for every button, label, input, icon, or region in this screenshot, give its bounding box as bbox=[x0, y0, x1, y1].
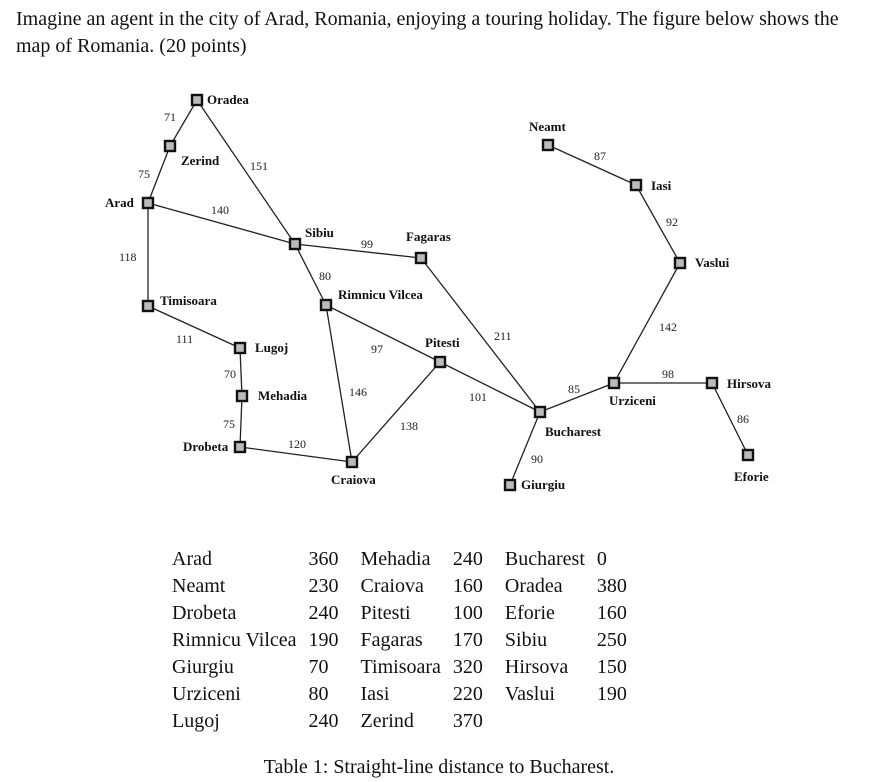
table-cell-city: Iasi bbox=[360, 683, 390, 705]
city-label-oradea: Oradea bbox=[207, 92, 249, 107]
city-node-oradea bbox=[192, 95, 202, 105]
distance-label: 111 bbox=[176, 332, 194, 346]
table-cell-distance: 360 bbox=[308, 548, 339, 570]
table-cell-city: Pitesti bbox=[360, 602, 411, 624]
city-label-arad: Arad bbox=[105, 195, 134, 210]
table-cell-city: Bucharest bbox=[504, 548, 585, 570]
table-cell-city: Sibiu bbox=[504, 629, 548, 651]
city-node-iasi bbox=[631, 180, 641, 190]
distance-label: 92 bbox=[666, 215, 678, 229]
table-cell-city: Neamt bbox=[172, 575, 226, 597]
city-label-iasi: Iasi bbox=[651, 178, 672, 193]
distance-label: 138 bbox=[400, 419, 418, 433]
city-node-lugoj bbox=[235, 343, 245, 353]
city-node-bucharest bbox=[535, 407, 545, 417]
table-cell-distance: 80 bbox=[308, 683, 329, 705]
table-cell-city: Rimnicu Vilcea bbox=[172, 629, 297, 651]
distance-label: 211 bbox=[494, 329, 512, 343]
table-cell-distance: 250 bbox=[596, 629, 627, 651]
distance-label: 75 bbox=[138, 167, 150, 181]
road-pitesti-bucharest bbox=[440, 362, 540, 412]
city-label-neamt: Neamt bbox=[529, 119, 566, 134]
road-craiova-pitesti bbox=[352, 362, 440, 462]
distance-label: 90 bbox=[531, 452, 543, 466]
distance-label: 99 bbox=[361, 237, 373, 251]
road-oradea-sibiu bbox=[197, 100, 295, 244]
city-label-pitesti: Pitesti bbox=[425, 335, 460, 350]
distance-label: 118 bbox=[119, 250, 137, 264]
table-row bbox=[166, 546, 643, 573]
road-rimnicu-craiova bbox=[326, 305, 352, 462]
city-label-zerind: Zerind bbox=[181, 153, 220, 168]
distance-label: 86 bbox=[737, 412, 749, 426]
road-zerind-arad bbox=[148, 146, 170, 203]
city-label-urziceni: Urziceni bbox=[609, 393, 656, 408]
table-cell-distance: 230 bbox=[308, 575, 339, 597]
city-node-sibiu bbox=[290, 239, 300, 249]
table-cell-distance: 370 bbox=[452, 710, 483, 732]
distance-label: 98 bbox=[662, 367, 674, 381]
city-label-bucharest: Bucharest bbox=[545, 424, 602, 439]
table-row bbox=[166, 573, 643, 600]
city-node-zerind bbox=[165, 141, 175, 151]
table-cell-city: Craiova bbox=[360, 575, 424, 597]
road-timisoara-lugoj bbox=[148, 306, 240, 348]
city-label-rimnicu: Rimnicu Vilcea bbox=[338, 287, 423, 302]
table-cell-city bbox=[499, 708, 591, 735]
city-label-hirsova: Hirsova bbox=[727, 376, 772, 391]
table-row bbox=[166, 627, 643, 654]
table-cell-city: Lugoj bbox=[172, 710, 220, 732]
table-cell-distance: 240 bbox=[308, 602, 339, 624]
city-node-eforie bbox=[743, 450, 753, 460]
road-iasi-neamt bbox=[548, 145, 636, 185]
distance-label: 101 bbox=[469, 390, 487, 404]
city-label-drobeta: Drobeta bbox=[183, 439, 229, 454]
city-node-mehadia bbox=[237, 391, 247, 401]
table-cell-distance: 220 bbox=[452, 683, 483, 705]
city-node-drobeta bbox=[235, 442, 245, 452]
city-node-arad bbox=[143, 198, 153, 208]
straight-line-distance-table bbox=[166, 546, 643, 735]
table-cell-distance: 240 bbox=[308, 710, 339, 732]
distance-label: 142 bbox=[659, 320, 677, 334]
city-label-timisoara: Timisoara bbox=[160, 293, 217, 308]
city-node-pitesti bbox=[435, 357, 445, 367]
distance-label: 87 bbox=[594, 149, 606, 163]
distance-label: 146 bbox=[349, 385, 367, 399]
table-row bbox=[166, 654, 643, 681]
problem-statement: Imagine an agent in the city of Arad, Romania, enjoying a touring holiday. The figure below shows the map of Romania. (20 points) bbox=[16, 8, 839, 57]
distance-label: 85 bbox=[568, 382, 580, 396]
city-label-lugoj: Lugoj bbox=[255, 340, 289, 355]
city-node-giurgiu bbox=[505, 480, 515, 490]
city-label-mehadia: Mehadia bbox=[258, 388, 308, 403]
city-node-timisoara bbox=[143, 301, 153, 311]
city-label-sibiu: Sibiu bbox=[305, 225, 334, 240]
table-cell-distance: 380 bbox=[596, 575, 627, 597]
table-cell-distance: 190 bbox=[596, 683, 627, 705]
city-node-hirsova bbox=[707, 378, 717, 388]
table-body bbox=[166, 546, 643, 735]
city-node-urziceni bbox=[609, 378, 619, 388]
distance-label: 70 bbox=[224, 367, 236, 381]
table-row bbox=[166, 708, 643, 735]
city-node-neamt bbox=[543, 140, 553, 150]
table-cell-distance: 0 bbox=[596, 548, 607, 570]
table-cell-city: Hirsova bbox=[504, 656, 569, 678]
distance-label: 140 bbox=[211, 203, 229, 217]
distance-label: 120 bbox=[288, 437, 306, 451]
road-mehadia-drobeta bbox=[240, 396, 242, 447]
table-cell-city: Zerind bbox=[360, 710, 414, 732]
table-cell-distance: 100 bbox=[452, 602, 483, 624]
distance-label: 151 bbox=[250, 159, 268, 173]
table-cell-city: Arad bbox=[172, 548, 212, 570]
table-cell-distance: 240 bbox=[452, 548, 483, 570]
table-row bbox=[166, 600, 643, 627]
road-bucharest-giurgiu bbox=[510, 412, 540, 485]
table-cell-city: Timisoara bbox=[360, 656, 441, 678]
table-caption: Table 1: Straight-line distance to Bucharest. bbox=[263, 756, 615, 778]
city-node-fagaras bbox=[416, 253, 426, 263]
distance-label: 71 bbox=[164, 110, 176, 124]
road-sibiu-fagaras bbox=[295, 244, 421, 258]
table-cell-distance: 160 bbox=[596, 602, 627, 624]
road-lugoj-mehadia bbox=[240, 348, 242, 396]
city-node-vaslui bbox=[675, 258, 685, 268]
table-cell-distance: 170 bbox=[452, 629, 483, 651]
table-cell-city: Eforie bbox=[504, 602, 555, 624]
table-cell-city: Oradea bbox=[504, 575, 563, 597]
city-label-craiova: Craiova bbox=[331, 472, 376, 487]
city-label-eforie: Eforie bbox=[734, 469, 769, 484]
distance-label: 80 bbox=[319, 269, 331, 283]
table-cell-distance: 320 bbox=[452, 656, 483, 678]
table-cell-city: Urziceni bbox=[172, 683, 241, 705]
table-cell-distance bbox=[591, 708, 643, 735]
table-row bbox=[166, 681, 643, 708]
city-label-fagaras: Fagaras bbox=[406, 229, 451, 244]
road-rimnicu-pitesti bbox=[326, 305, 440, 362]
city-label-vaslui: Vaslui bbox=[695, 255, 730, 270]
city-node-rimnicu bbox=[321, 300, 331, 310]
city-node-craiova bbox=[347, 457, 357, 467]
table-cell-distance: 150 bbox=[596, 656, 627, 678]
table-cell-city: Drobeta bbox=[172, 602, 237, 624]
table-cell-distance: 70 bbox=[308, 656, 329, 678]
table-cell-city: Giurgiu bbox=[172, 656, 234, 678]
table-cell-city: Mehadia bbox=[360, 548, 431, 570]
distance-label: 75 bbox=[223, 417, 235, 431]
distance-label: 97 bbox=[371, 342, 383, 356]
table-cell-distance: 190 bbox=[308, 629, 339, 651]
table-cell-distance: 160 bbox=[452, 575, 483, 597]
table-cell-city: Vaslui bbox=[504, 683, 555, 705]
city-label-giurgiu: Giurgiu bbox=[521, 477, 566, 492]
table-cell-city: Fagaras bbox=[360, 629, 423, 651]
